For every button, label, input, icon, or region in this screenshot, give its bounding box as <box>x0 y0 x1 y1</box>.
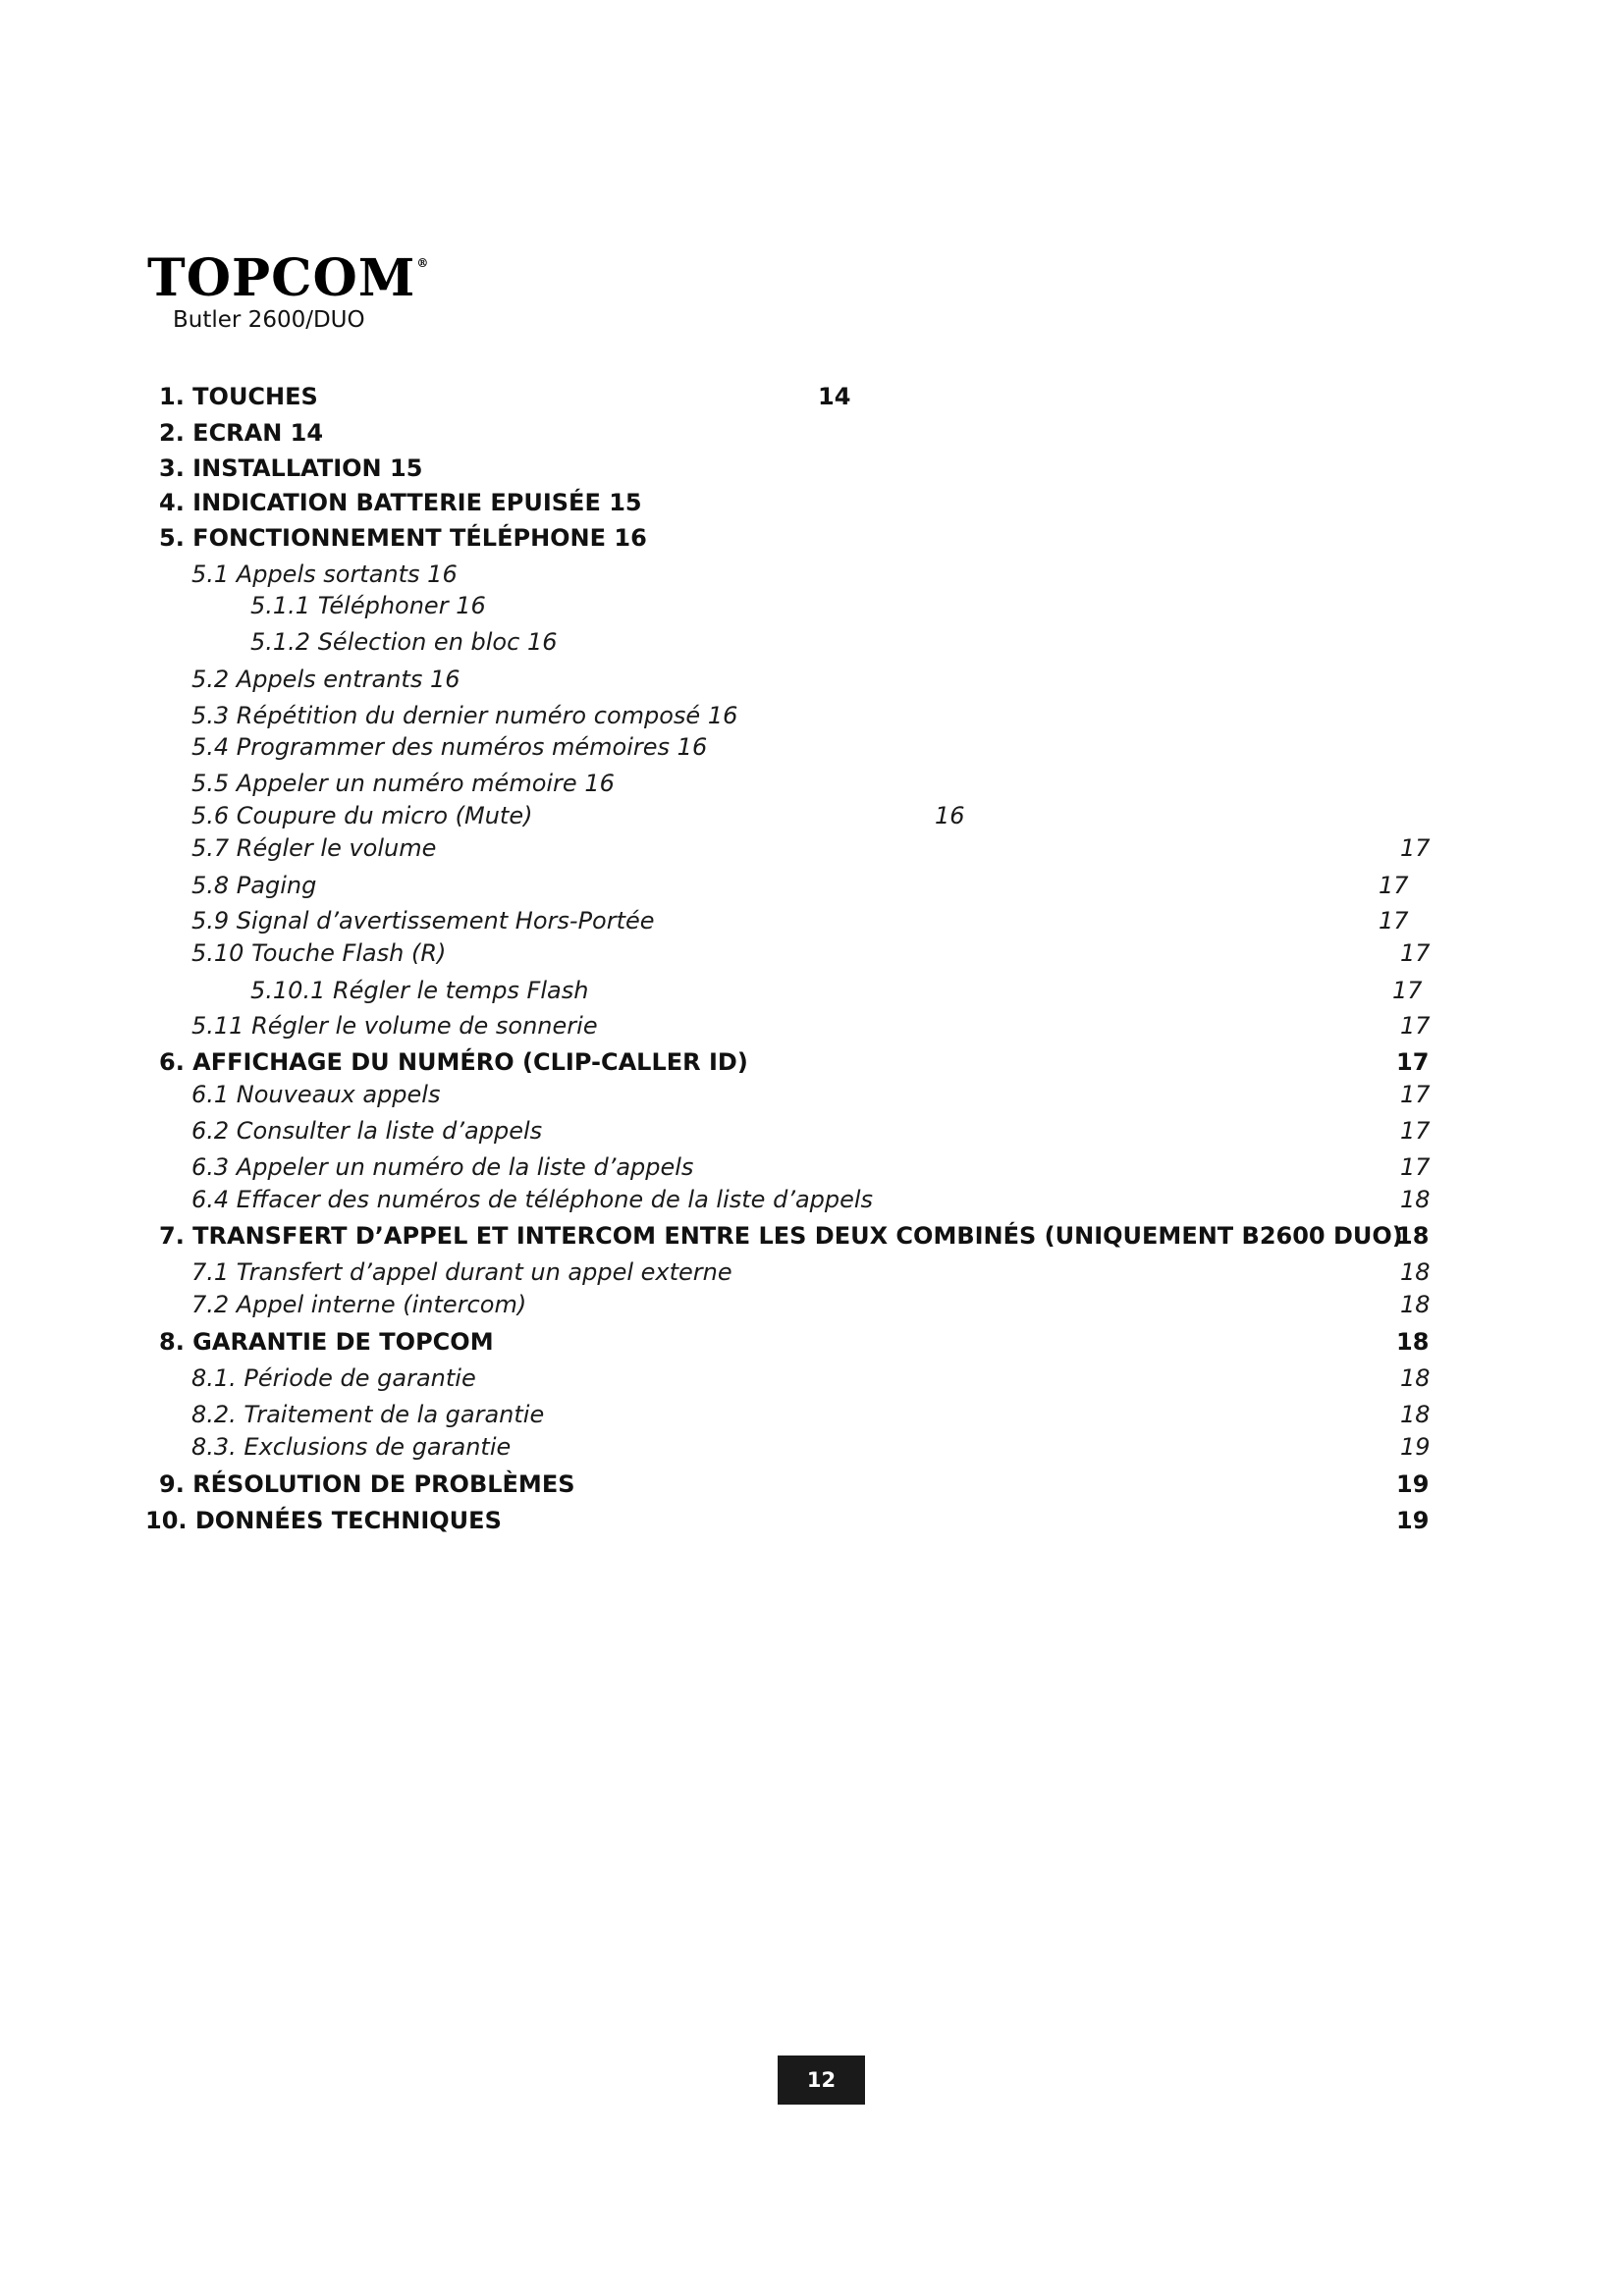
topcom-logo: TOPCOM® <box>147 248 430 308</box>
toc-page-number: 17 <box>1379 907 1409 934</box>
toc-page-number: 17 <box>1400 939 1431 967</box>
toc-page-number: 17 <box>1400 1012 1431 1040</box>
toc-entry: 7.2 Appel interne (intercom) <box>191 1291 527 1318</box>
toc-page-number: 18 <box>1396 1328 1430 1356</box>
toc-entry: 2. ECRAN 14 <box>159 419 324 447</box>
toc-page-number: 19 <box>1396 1507 1430 1534</box>
page-number-badge <box>778 2056 865 2105</box>
toc-page-number: 19 <box>1396 1470 1430 1498</box>
toc-page-number: 18 <box>1400 1364 1431 1392</box>
toc-page-number: 17 <box>1379 872 1409 899</box>
toc-entry: 5.2 Appels entrants 16 <box>191 666 460 693</box>
toc-page-number: 17 <box>1400 1153 1431 1181</box>
toc-entry: 10. DONNÉES TECHNIQUES <box>145 1507 502 1534</box>
toc-entry: 5.8 Paging <box>191 872 317 899</box>
toc-entry: 8.3. Exclusions de garantie <box>191 1433 512 1461</box>
toc-entry: 3. INSTALLATION 15 <box>159 454 423 482</box>
toc-entry: 8.2. Traitement de la garantie <box>191 1401 545 1428</box>
toc-entry: 6.4 Effacer des numéros de téléphone de la liste d’appels <box>191 1186 874 1213</box>
toc-entry: 7. TRANSFERT D’APPEL ET INTERCOM ENTRE LES DEUX COMBINÉS (UNIQUEMENT B2600 DUO) <box>159 1222 1403 1250</box>
toc-page-number: 17 <box>1400 1081 1431 1108</box>
toc-entry: 5.11 Régler le volume de sonnerie <box>191 1012 598 1040</box>
toc-page-number: 17 <box>1400 1117 1431 1145</box>
toc-entry: 1. TOUCHES <box>159 383 318 410</box>
toc-entry: 5.10.1 Régler le temps Flash <box>250 977 589 1004</box>
toc-entry: 9. RÉSOLUTION DE PROBLÈMES <box>159 1470 575 1498</box>
toc-entry: 8. GARANTIE DE TOPCOM <box>159 1328 494 1356</box>
toc-page-number: 16 <box>935 802 965 829</box>
toc-entry: 5.3 Répétition du dernier numéro composé 16 <box>191 702 738 729</box>
toc-entry: 5.1.1 Téléphoner 16 <box>250 592 486 619</box>
page-number: 12 <box>806 2068 837 2092</box>
toc-entry: 6. AFFICHAGE DU NUMÉRO (CLIP-CALLER ID) <box>159 1048 748 1076</box>
toc-page-number: 18 <box>1400 1291 1431 1318</box>
toc-entry: 5.10 Touche Flash (R) <box>191 939 447 967</box>
toc-entry: 5.7 Régler le volume <box>191 834 437 862</box>
toc-page-number: 17 <box>1392 977 1423 1004</box>
toc-entry: 6.2 Consulter la liste d’appels <box>191 1117 543 1145</box>
model-name: Butler 2600/DUO <box>173 307 365 333</box>
toc-entry: 5.5 Appeler un numéro mémoire 16 <box>191 770 615 797</box>
toc-page-number: 17 <box>1400 834 1431 862</box>
toc-entry: 4. INDICATION BATTERIE EPUISÉE 15 <box>159 489 642 516</box>
toc-page-number: 18 <box>1400 1186 1431 1213</box>
toc-entry: 6.1 Nouveaux appels <box>191 1081 441 1108</box>
toc-page-number: 14 <box>818 383 851 410</box>
toc-page-number: 18 <box>1400 1401 1431 1428</box>
toc-page-number: 19 <box>1400 1433 1431 1461</box>
toc-entry: 5. FONCTIONNEMENT TÉLÉPHONE 16 <box>159 524 647 552</box>
toc-entry: 5.1.2 Sélection en bloc 16 <box>250 628 558 656</box>
toc-page-number: 17 <box>1396 1048 1430 1076</box>
toc-entry: 6.3 Appeler un numéro de la liste d’appels <box>191 1153 694 1181</box>
toc-page-number: 18 <box>1396 1222 1430 1250</box>
toc-entry: 5.9 Signal d’avertissement Hors-Portée <box>191 907 655 934</box>
toc-entry: 8.1. Période de garantie <box>191 1364 476 1392</box>
toc-entry: 7.1 Transfert d’appel durant un appel externe <box>191 1258 732 1286</box>
toc-entry: 5.6 Coupure du micro (Mute) <box>191 802 533 829</box>
toc-entry: 5.1 Appels sortants 16 <box>191 561 458 588</box>
toc-page-number: 18 <box>1400 1258 1431 1286</box>
toc-entry: 5.4 Programmer des numéros mémoires 16 <box>191 733 708 761</box>
brand-wordmark: TOPCOM <box>147 248 416 308</box>
